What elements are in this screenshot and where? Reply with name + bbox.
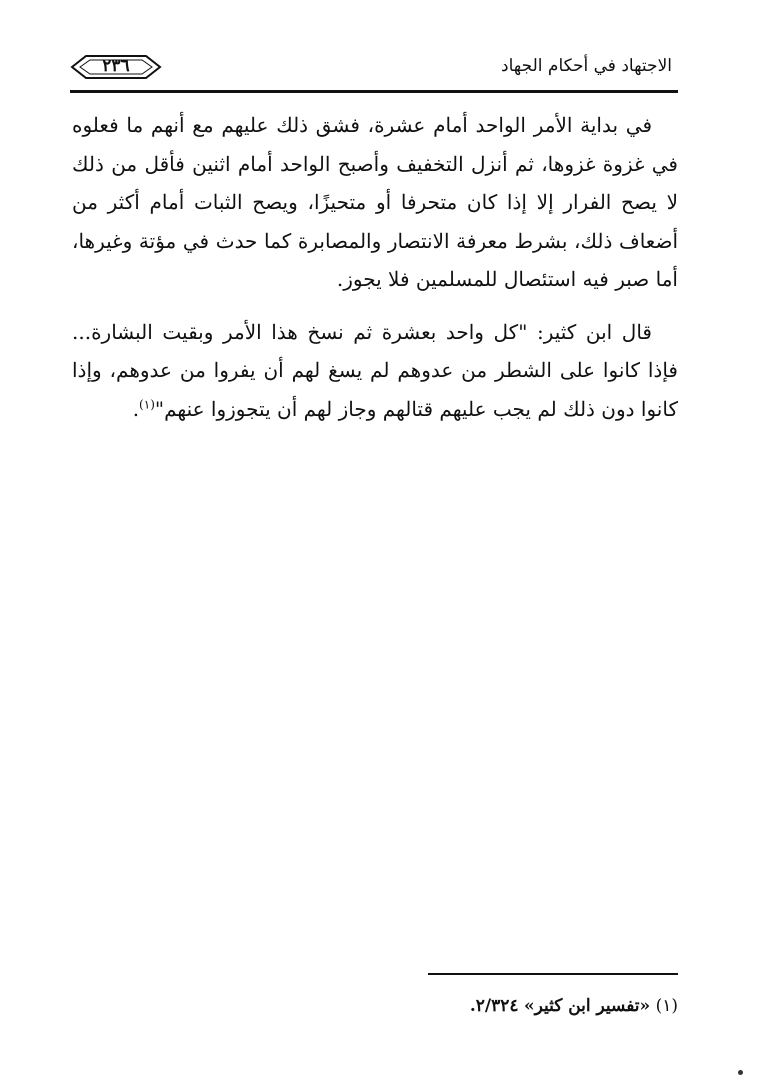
paragraph-2 [72,313,678,429]
paragraph-1 [72,106,678,299]
page-number-badge [70,52,162,82]
header-divider [70,90,678,93]
running-title: الاجتهاد في أحكام الجهاد [501,56,672,76]
footnote [470,996,678,1016]
paragraph-2-text: قال ابن كثير: "كل واحد بعشرة ثم نسخ هذا الأمر وبقيت البشارة... فإذا كانوا على الشطر من عدوهم لم يسغ لهم أن يفروا من عدوهم، وإذا كانوا دون ذلك لم يجب عليهم قتالهم وجاز لهم أن يتجوزوا عنهم" [72,319,678,421]
scan-speck [738,1070,743,1075]
main-text [72,106,678,442]
page-number: ٢٣٦ [102,56,130,76]
page-header [70,52,678,92]
paragraph-2-end: . [132,396,140,421]
paragraph-1-text: في بداية الأمر الواحد أمام عشرة، فشق ذلك عليهم مع أنهم ما فعلوه في غزوة غزوها، ثم أنزل التخفيف وأصبح الواحد أمام اثنين فأقل من ذلك لا يصح الفرار إلا إذا كان متحرفا أو متحيزًا، ويصح الثبات أمام أكثر من أضعاف ذلك، بشرط معرفة الانتصار والمصابرة كما حدث في مؤتة وغيرها، أما صبر فيه استئصال للمسلمين فلا يجوز. [72,113,678,291]
footnote-divider [428,973,678,975]
footnote-reference-text: ٢/٣٢٤. [469,996,519,1016]
footnote-source: «تفسير ابن كثير» [523,996,651,1016]
footnote-number: (١) [655,996,678,1016]
footnote-reference[interactable]: (١) [139,396,155,411]
